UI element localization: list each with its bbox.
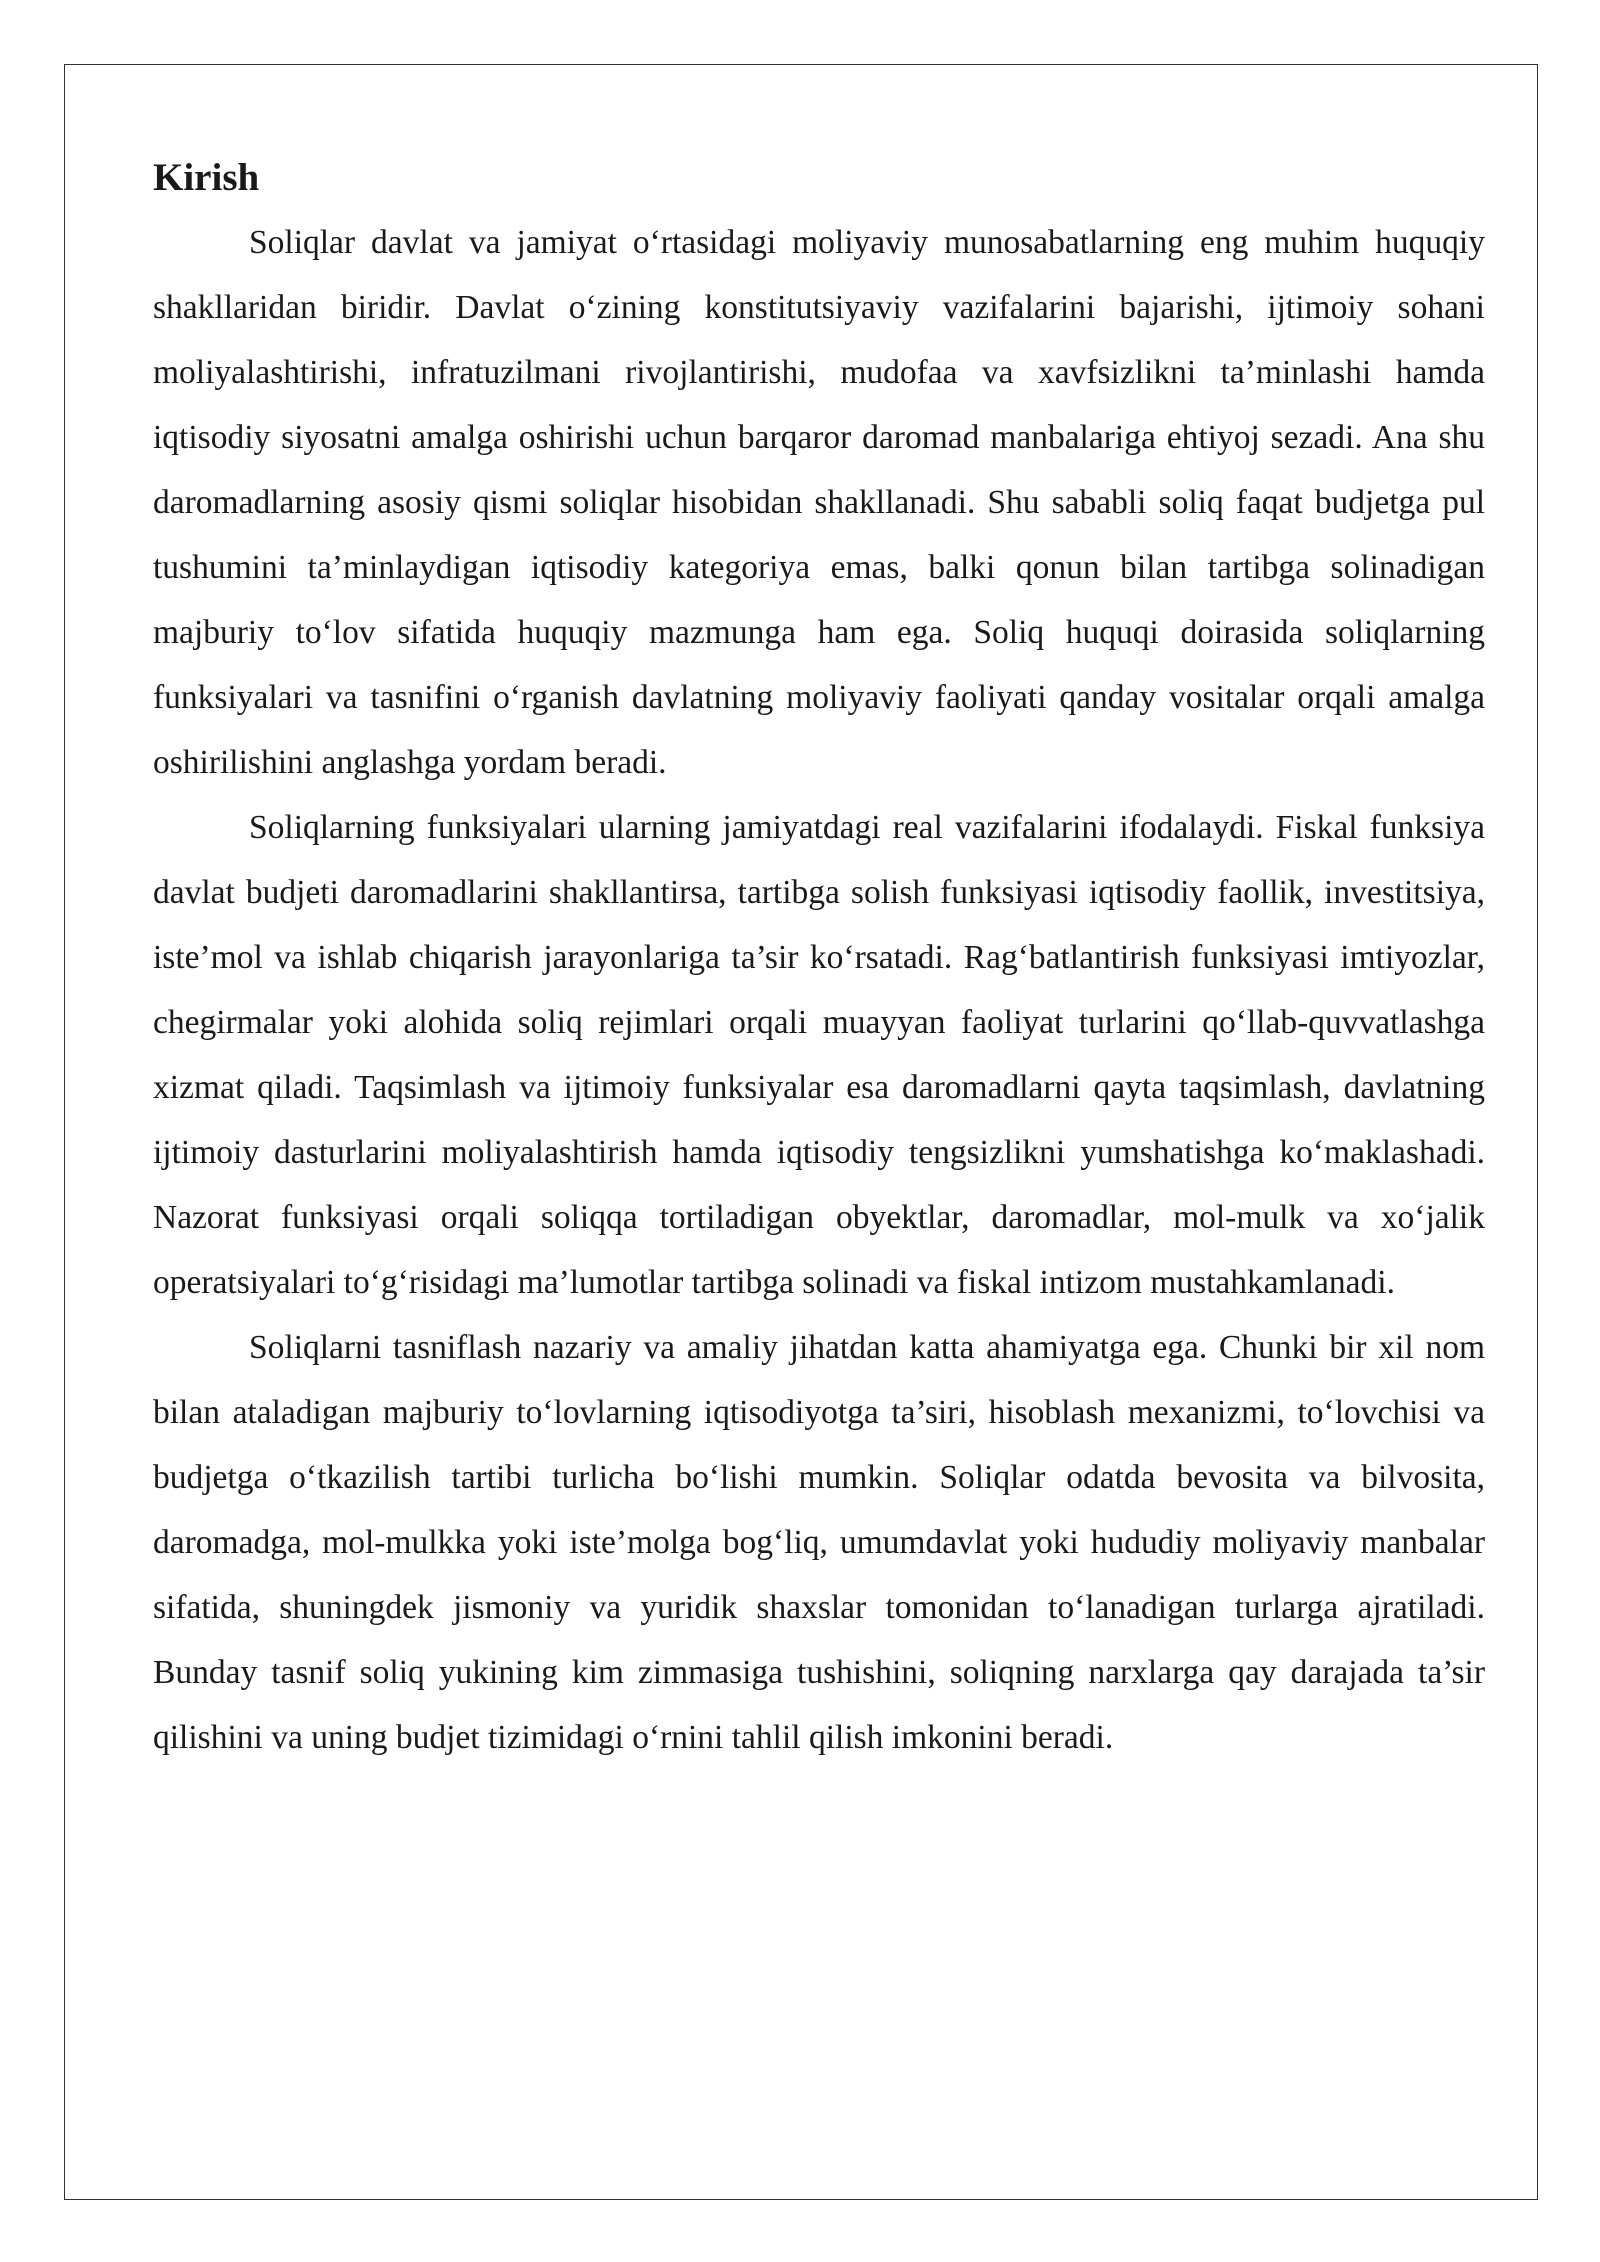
paragraph-tax-functions: Soliqlarning funksiyalari ularning jamiyatdagi real vazifalarini ifodalaydi. Fiskal funksiya davlat budjeti daromadlarini shakllantirsa, tartibga solish funksiyasi iqtisodiy faollik, investitsiya, iste’mol va ishlab chiqarish jarayonlariga ta’sir ko‘rsatadi. Rag‘batlantirish funksiyasi imtiyozlar, chegirmalar yoki alohida soliq rejimlari orqali muayyan faoliyat turlarini qo‘llab-quvvatlashga xizmat qiladi. Taqsimlash va ijtimoiy funksiyalar esa daromadlarni qayta taqsimlash, davlatning ijtimoiy dasturlarini moliyalashtirish hamda iqtisodiy tengsizlikni yumshatishga ko‘maklashadi. Nazorat funksiyasi orqali soliqqa tortiladigan obyektlar, daromadlar, mol-mulk va xo‘jalik operatsiyalari to‘g‘risidagi ma’lumotlar tartibga solinadi va fiskal intizom mustahkamlanadi.: [153, 809, 1485, 1301]
paragraph-tax-classification: Soliqlarni tasniflash nazariy va amaliy jihatdan katta ahamiyatga ega. Chunki bir xil nom bilan ataladigan majburiy to‘lovlarning iqtisodiyotga ta’siri, hisoblash mexanizmi, to‘lovchisi va budjetga o‘tkazilish tartibi turlicha bo‘lishi mumkin. Soliqlar odatda bevosita va bilvosita, daromadga, mol-mulkka yoki iste’molga bog‘liq, umumdavlat yoki hududiy moliyaviy manbalar sifatida, shuningdek jismoniy va yuridik shaxslar tomonidan to‘lanadigan turlarga ajratiladi. Bunday tasnif soliq yukining kim zimmasiga tushishini, soliqning narxlarga qay darajada ta’sir qilishini va uning budjet tizimidagi o‘rnini tahlil qilish imkonini beradi.: [153, 1329, 1485, 1756]
document-body: [153, 150, 1485, 1770]
paragraph-taxes-intro: Soliqlar davlat va jamiyat o‘rtasidagi moliyaviy munosabatlarning eng muhim huquqiy shakllaridan biridir. Davlat o‘zining konstitutsiyaviy vazifalarini bajarishi, ijtimoiy sohani moliyalashtirishi, infratuzilmani rivojlantirishi, mudofaa va xavfsizlikni ta’minlashi hamda iqtisodiy siyosatni amalga oshirishi uchun barqaror daromad manbalariga ehtiyoj sezadi. Ana shu daromadlarning asosiy qismi soliqlar hisobidan shakllanadi. Shu sababli soliq faqat budjetga pul tushumini ta’minlaydigan iqtisodiy kategoriya emas, balki qonun bilan tartibga solinadigan majburiy to‘lov sifatida huquqiy mazmunga ham ega. Soliq huquqi doirasida soliqlarning funksiyalari va tasnifini o‘rganish davlatning moliyaviy faoliyati qanday vositalar orqali amalga oshirilishini anglashga yordam beradi.: [153, 224, 1485, 781]
section-heading: Kirish: [153, 156, 260, 199]
